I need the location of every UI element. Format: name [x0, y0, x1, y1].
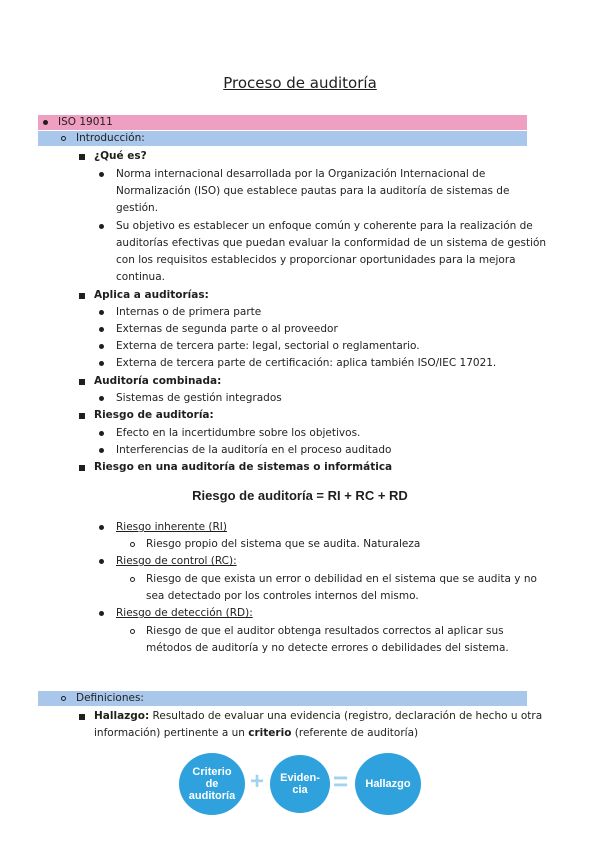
bubble-text: Criterio: [192, 766, 232, 778]
para-line: Su objetivo es establecer un enfoque común y coherente para la realización de: [116, 220, 533, 232]
bubble-text: Hallazgo: [365, 778, 411, 790]
subsection-definiciones: Definiciones:: [76, 692, 144, 704]
hallazgo-text: Resultado de evaluar una evidencia (registro, declaración de hecho u otra: [149, 710, 543, 722]
bullet-circle-icon: [61, 696, 66, 701]
list-item: Interferencias de la auditoría en el proceso auditado: [116, 444, 392, 456]
heading-riesgo-sistemas: Riesgo en una auditoría de sistemas o informática: [94, 461, 393, 473]
definition-line: sea detectado por los controles internos del mismo.: [146, 590, 419, 602]
definition-line: Riesgo de que el auditor obtenga resultados correctos al aplicar sus: [146, 625, 504, 637]
list-item: Externas de segunda parte o al proveedor: [116, 323, 338, 335]
definition-hallazgo-line2: [94, 725, 418, 741]
list-item: Efecto en la incertidumbre sobre los objetivos.: [116, 427, 361, 439]
bullet-circle-icon: [130, 577, 135, 582]
plus-icon: +: [250, 768, 265, 795]
bubble-criterio: [179, 753, 245, 815]
bullet-square-icon: [79, 714, 85, 720]
risk-formula: Riesgo de auditoría = RI + RC + RD: [192, 488, 408, 503]
bullet-dot-icon: [99, 559, 104, 564]
heading-combinada: Auditoría combinada:: [94, 375, 222, 387]
para-line: Normalización (ISO) que establece pautas para la auditoría de sistemas de: [116, 185, 510, 197]
bullet-dot-icon: [99, 448, 104, 453]
bullet-circle-icon: [130, 542, 135, 547]
list-item: Externa de tercera parte: legal, sectorial o reglamentario.: [116, 340, 420, 352]
heading-riesgo: Riesgo de auditoría:: [94, 409, 214, 421]
para-line: con los requisitos establecidos y proporcionar oportunidades para la mejora: [116, 254, 516, 266]
para-line: gestión.: [116, 202, 159, 214]
bubble-text: Eviden-: [280, 772, 320, 784]
bullet-circle-icon: [61, 136, 66, 141]
definition-line: Riesgo propio del sistema que se audita. Naturaleza: [146, 538, 421, 550]
term-riesgo-deteccion: Riesgo de detección (RD):: [116, 607, 253, 619]
bullet-dot-icon: [43, 120, 48, 125]
bullet-square-icon: [79, 154, 85, 160]
bullet-dot-icon: [99, 344, 104, 349]
bubble-hallazgo: [355, 753, 421, 815]
bubble-text: auditoría: [188, 790, 236, 802]
page-title: Proceso de auditoría: [223, 74, 377, 92]
bullet-dot-icon: [99, 224, 104, 229]
list-item: Externa de tercera parte de certificación: aplica también ISO/IEC 17021.: [116, 357, 497, 369]
bullet-dot-icon: [99, 525, 104, 530]
list-item: Sistemas de gestión integrados: [116, 392, 282, 404]
hallazgo-text: información) pertinente a un: [94, 727, 249, 739]
para-line: continua.: [116, 271, 165, 283]
para-line: auditorías efectivas que puedan evaluar la conformidad de un sistema de gestión: [116, 237, 547, 249]
bullet-dot-icon: [99, 172, 104, 177]
section-iso-19011: ISO 19011: [58, 116, 113, 128]
bullet-square-icon: [79, 465, 85, 471]
term-criterio: criterio: [248, 727, 292, 739]
term-riesgo-inherente: Riesgo inherente (RI): [116, 521, 227, 533]
bullet-dot-icon: [99, 327, 104, 332]
bullet-dot-icon: [99, 396, 104, 401]
bullet-dot-icon: [99, 310, 104, 315]
bullet-dot-icon: [99, 361, 104, 366]
para-line: Norma internacional desarrollada por la Organización Internacional de: [116, 168, 486, 180]
subsection-introduccion: Introducción:: [76, 132, 145, 144]
heading-que-es: ¿Qué es?: [94, 150, 147, 162]
definition-hallazgo-line1: [94, 708, 542, 724]
bullet-circle-icon: [130, 629, 135, 634]
bubble-text: cia: [292, 784, 308, 796]
bullet-dot-icon: [99, 611, 104, 616]
list-item: Internas o de primera parte: [116, 306, 262, 318]
bullet-square-icon: [79, 413, 85, 419]
bubble-text: de: [205, 778, 219, 790]
definition-line: métodos de auditoría y no detecte errores o debilidades del sistema.: [146, 642, 509, 654]
term-riesgo-control: Riesgo de control (RC):: [116, 555, 237, 567]
term-hallazgo: Hallazgo:: [94, 710, 150, 722]
definition-line: Riesgo de que exista un error o debilidad en el sistema que se audita y no: [146, 573, 537, 585]
bullet-square-icon: [79, 379, 85, 385]
equals-icon: =: [333, 766, 349, 796]
bubble-evidencia: [270, 755, 330, 813]
heading-aplica: Aplica a auditorías:: [94, 289, 209, 301]
bullet-square-icon: [79, 293, 85, 299]
hallazgo-text: (referente de auditoría): [291, 727, 419, 739]
bullet-dot-icon: [99, 431, 104, 436]
